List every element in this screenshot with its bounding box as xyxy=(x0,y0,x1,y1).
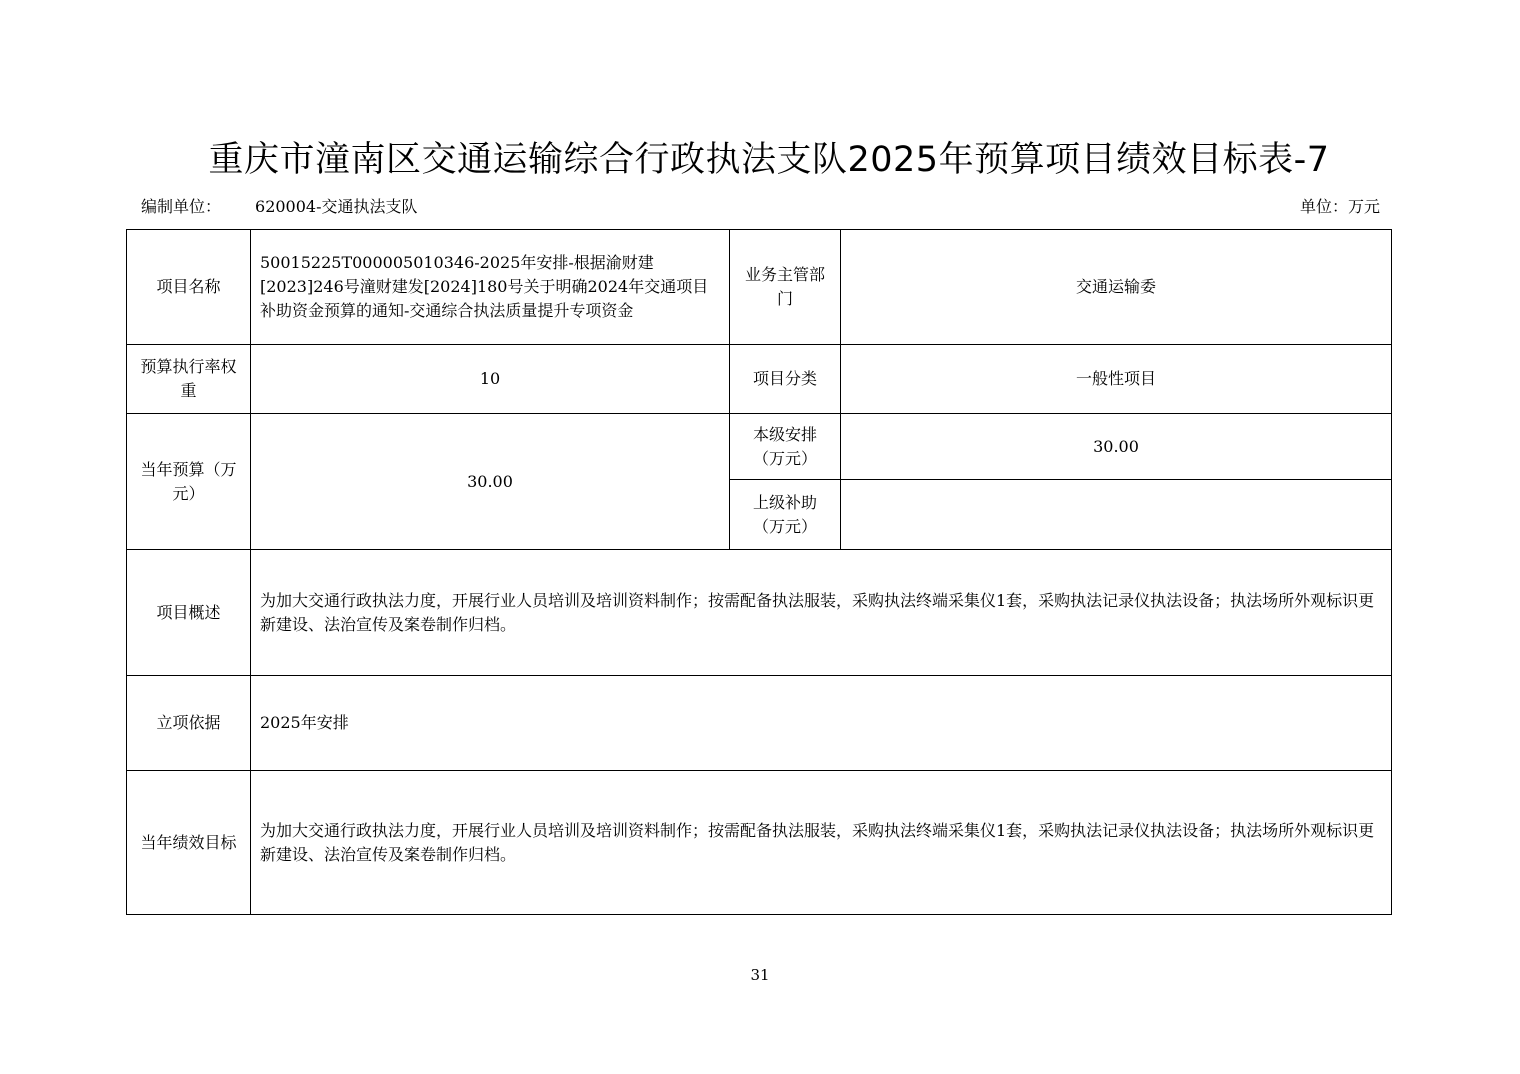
table-row xyxy=(127,230,1392,345)
table-row xyxy=(127,550,1392,676)
page-number: 31 xyxy=(750,966,770,984)
exec-weight-value: 10 xyxy=(251,345,730,414)
category-label: 项目分类 xyxy=(730,345,841,414)
table-row xyxy=(127,771,1392,915)
local-arrangement-value: 30.00 xyxy=(841,414,1392,480)
department-value: 交通运输委 xyxy=(841,230,1392,345)
overview-value: 为加大交通行政执法力度，开展行业人员培训及培训资料制作；按需配备执法服装，采购执法终端采集仪1套，采购执法记录仪执法设备；执法场所外观标识更新建设、法治宣传及案卷制作归档。 xyxy=(251,550,1392,676)
project-name-value: 50015225T000005010346-2025年安排-根据渝财建[2023]246号潼财建发[2024]180号关于明确2024年交通项目补助资金预算的通知-交通综合执法质量提升专项资金 xyxy=(251,230,730,345)
overview-label: 项目概述 xyxy=(127,550,251,676)
exec-weight-label: 预算执行率权重 xyxy=(127,345,251,414)
category-value: 一般性项目 xyxy=(841,345,1392,414)
local-arrangement-label: 本级安排（万元） xyxy=(730,414,841,480)
project-name-label: 项目名称 xyxy=(127,230,251,345)
annual-goal-value: 为加大交通行政执法力度，开展行业人员培训及培训资料制作；按需配备执法服装，采购执法终端采集仪1套，采购执法记录仪执法设备；执法场所外观标识更新建设、法治宣传及案卷制作归档。 xyxy=(251,771,1392,915)
basis-value: 2025年安排 xyxy=(251,676,1392,771)
compiling-unit-label: 编制单位： xyxy=(141,197,222,216)
performance-target-table xyxy=(126,229,1392,915)
annual-goal-label: 当年绩效目标 xyxy=(127,771,251,915)
compiling-unit-value: 620004-交通执法支队 xyxy=(255,197,418,216)
superior-subsidy-value xyxy=(841,480,1392,550)
basis-label: 立项依据 xyxy=(127,676,251,771)
page-title: 重庆市潼南区交通运输综合行政执法支队2025年预算项目绩效目标表-7 xyxy=(208,140,1330,180)
table-row xyxy=(127,345,1392,414)
department-label: 业务主管部门 xyxy=(730,230,841,345)
currency-unit: 单位：万元 xyxy=(1299,197,1380,216)
budget-value: 30.00 xyxy=(251,414,730,550)
table-row xyxy=(127,676,1392,771)
compiling-unit xyxy=(141,194,418,217)
budget-label: 当年预算（万元） xyxy=(127,414,251,550)
table-row xyxy=(127,414,1392,480)
superior-subsidy-label: 上级补助（万元） xyxy=(730,480,841,550)
